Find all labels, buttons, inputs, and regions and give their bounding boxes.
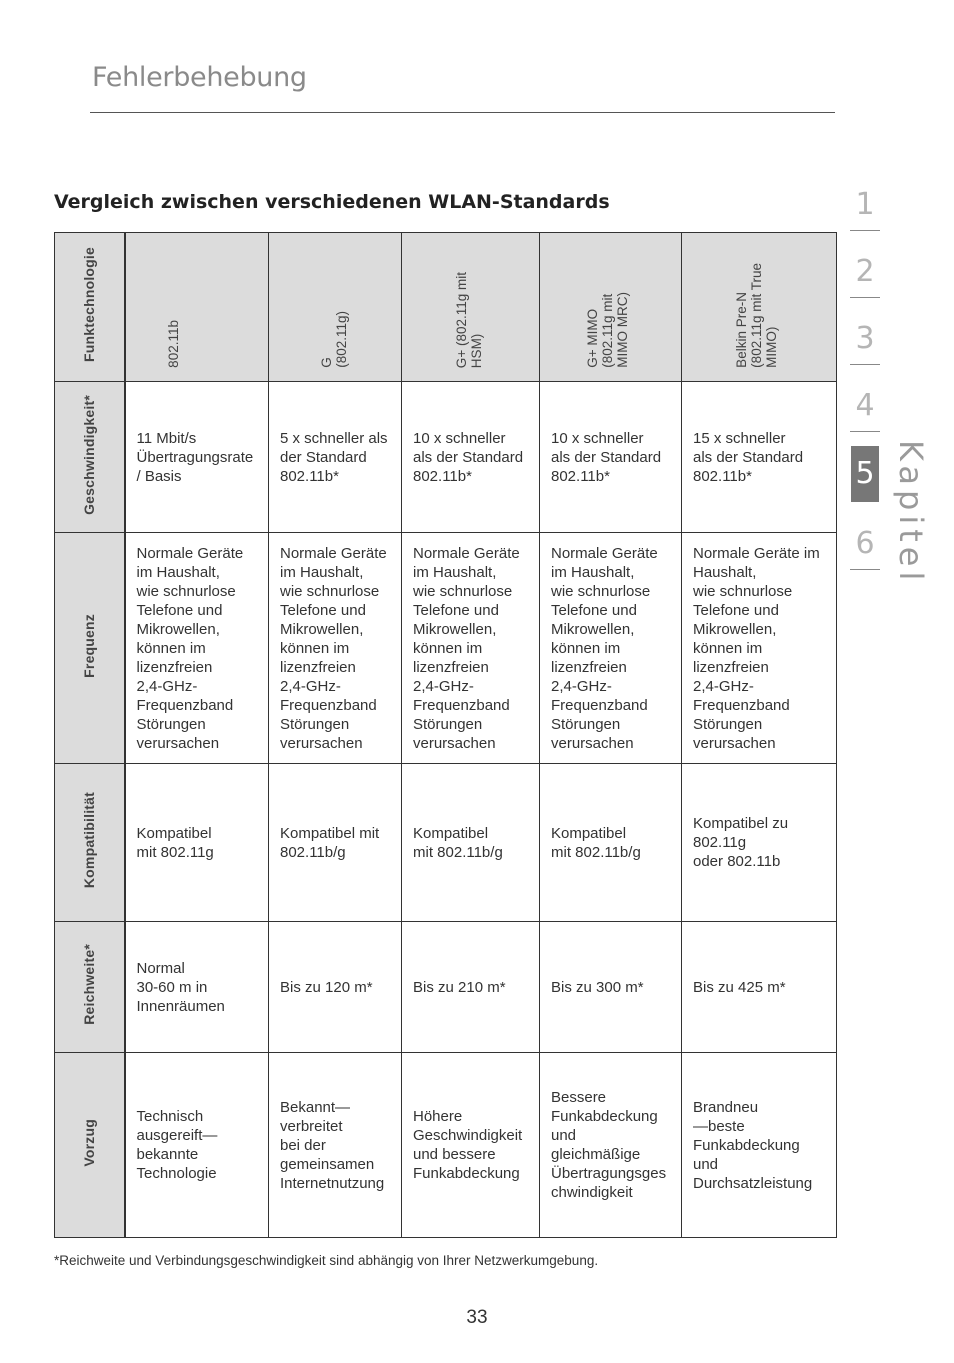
wlan-comparison-table bbox=[54, 232, 837, 1238]
table-cell: Kompatibel mit 802.11b/g bbox=[269, 764, 402, 922]
table-cell: Bekannt— verbreitet bei der gemeinsamen Internetnutzung bbox=[269, 1053, 402, 1238]
chapter-5-active[interactable]: 5 bbox=[851, 446, 879, 502]
row-header-range: Reichweite* bbox=[55, 922, 125, 1053]
table-cell: 10 x schneller als der Standard 802.11b* bbox=[540, 382, 682, 533]
table-row-speed bbox=[55, 382, 837, 533]
table-cell: Normale Geräte im Haushalt, wie schnurlose Telefone und Mikrowellen, können im lizenzfreien 2,4-GHz- Frequenzband Störungen verursachen bbox=[682, 533, 837, 764]
column-header: 802.11b bbox=[125, 233, 269, 382]
table-cell: Normale Geräte im Haushalt, wie schnurlose Telefone und Mikrowellen, können im lizenzfreien 2,4-GHz- Frequenzband Störungen verursachen bbox=[540, 533, 682, 764]
chapter-1[interactable]: 1 bbox=[850, 180, 880, 231]
chapter-2[interactable]: 2 bbox=[850, 247, 880, 298]
table-row-frequency bbox=[55, 533, 837, 764]
chapter-label: Kapitel bbox=[892, 440, 930, 586]
chapter-4[interactable]: 4 bbox=[850, 381, 880, 432]
table-cell: 5 x schneller als der Standard 802.11b* bbox=[269, 382, 402, 533]
chapter-6[interactable]: 6 bbox=[850, 519, 880, 570]
column-header: G+ MIMO (802.11g mit MIMO MRC) bbox=[540, 233, 682, 382]
table-cell: Normale Geräte im Haushalt, wie schnurlose Telefone und Mikrowellen, können im lizenzfreien 2,4-GHz- Frequenzband Störungen verursachen bbox=[125, 533, 269, 764]
row-header-technology: Funktechnologie bbox=[55, 233, 125, 382]
column-header: G (802.11g) bbox=[269, 233, 402, 382]
table-cell: Bis zu 210 m* bbox=[402, 922, 540, 1053]
table-row-compatibility bbox=[55, 764, 837, 922]
table-cell: Bis zu 300 m* bbox=[540, 922, 682, 1053]
table-cell: 11 Mbit/s Übertragungsrate / Basis bbox=[125, 382, 269, 533]
row-header-frequency: Frequenz bbox=[55, 533, 125, 764]
table-row-advantage bbox=[55, 1053, 837, 1238]
column-header: Belkin Pre-N (802.11g mit True MIMO) bbox=[682, 233, 837, 382]
table-cell: Bis zu 425 m* bbox=[682, 922, 837, 1053]
table-cell: Bis zu 120 m* bbox=[269, 922, 402, 1053]
table-row-range bbox=[55, 922, 837, 1053]
table-cell: Normale Geräte im Haushalt, wie schnurlose Telefone und Mikrowellen, können im lizenzfreien 2,4-GHz- Frequenzband Störungen verursachen bbox=[269, 533, 402, 764]
table-cell: Technisch ausgereift— bekannte Technologie bbox=[125, 1053, 269, 1238]
page-number: 33 bbox=[466, 1307, 488, 1328]
table-cell: Bessere Funkabdeckung und gleichmäßige Übertragungsges chwindigkeit bbox=[540, 1053, 682, 1238]
page-header-title: Fehlerbehebung bbox=[92, 62, 307, 93]
footnote: *Reichweite und Verbindungsgeschwindigkeit sind abhängig von Ihrer Netzwerkumgebung. bbox=[54, 1253, 599, 1268]
table-cell: Kompatibel mit 802.11g bbox=[125, 764, 269, 922]
table-cell: Kompatibel mit 802.11b/g bbox=[402, 764, 540, 922]
table-cell: Höhere Geschwindigkeit und bessere Funkabdeckung bbox=[402, 1053, 540, 1238]
column-header: G+ (802.11g mit HSM) bbox=[402, 233, 540, 382]
table-cell: Kompatibel zu 802.11g oder 802.11b bbox=[682, 764, 837, 922]
chapter-3[interactable]: 3 bbox=[850, 314, 880, 365]
table-cell: Kompatibel mit 802.11b/g bbox=[540, 764, 682, 922]
table-cell: Brandneu —beste Funkabdeckung und Durchsatzleistung bbox=[682, 1053, 837, 1238]
table-cell: Normale Geräte im Haushalt, wie schnurlose Telefone und Mikrowellen, können im lizenzfreien 2,4-GHz- Frequenzband Störungen verursachen bbox=[402, 533, 540, 764]
table-cell: 10 x schneller als der Standard 802.11b* bbox=[402, 382, 540, 533]
row-header-compatibility: Kompatibilität bbox=[55, 764, 125, 922]
header-divider bbox=[90, 112, 835, 113]
table-cell: 15 x schneller als der Standard 802.11b* bbox=[682, 382, 837, 533]
table-cell: Normal 30-60 m in Innenräumen bbox=[125, 922, 269, 1053]
row-header-speed: Geschwindigkeit* bbox=[55, 382, 125, 533]
section-title: Vergleich zwischen verschiedenen WLAN-Standards bbox=[54, 191, 610, 213]
row-header-advantage: Vorzug bbox=[55, 1053, 125, 1238]
table-row-technology bbox=[55, 233, 837, 382]
